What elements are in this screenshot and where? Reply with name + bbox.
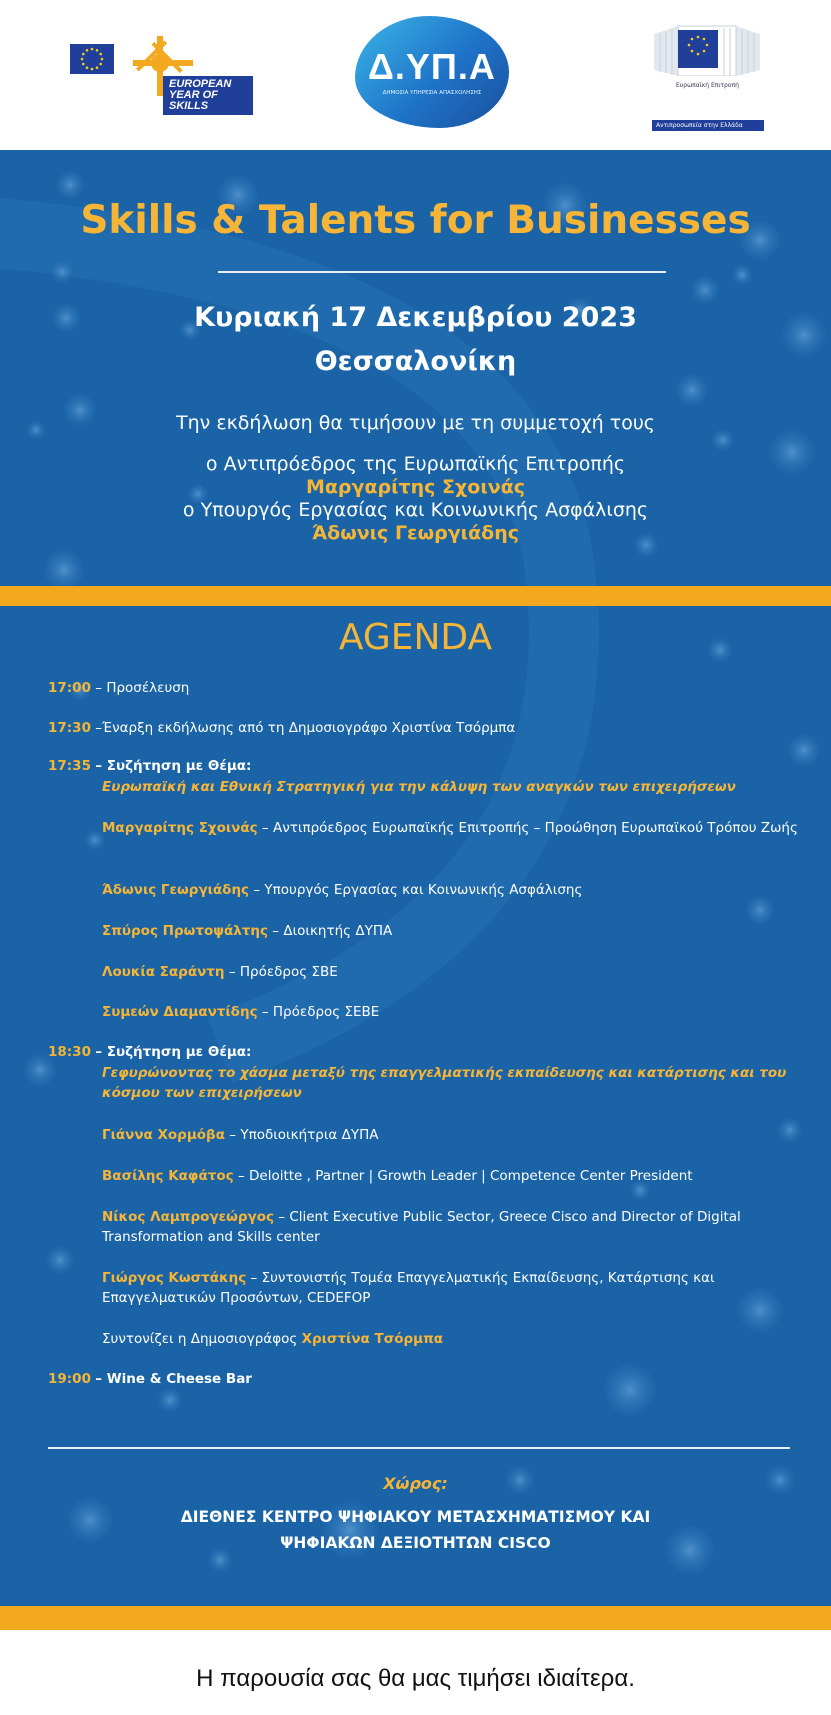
speaker-role: – Διοικητής ΔΥΠΑ <box>268 923 393 939</box>
event-date: Κυριακή 17 Δεκεμβρίου 2023 <box>194 302 637 333</box>
speaker-name: Γιώργος Κωστάκης <box>102 1270 247 1286</box>
logo-bar <box>0 0 831 150</box>
speaker-name: Μαργαρίτης Σχοινάς <box>102 820 258 836</box>
agenda-time: 19:00 <box>48 1371 91 1387</box>
speaker-item <box>102 1207 808 1247</box>
dypa-logo-name: Δ.ΥΠ.Α <box>368 46 496 87</box>
venue-divider <box>48 1447 790 1449</box>
speaker-name: Άδωνις Γεωργιάδης <box>102 882 250 898</box>
orange-band <box>0 586 831 606</box>
speaker-item <box>102 818 808 838</box>
event-title: Skills & Talents for Businesses <box>80 198 751 243</box>
speaker-role: – Αντιπρόεδρος Ευρωπαϊκής Επιτροπής – Προώθηση Ευρωπαϊκού Τρόπου Ζωής <box>257 820 798 836</box>
speaker-name: Βασίλης Καφάτος <box>102 1168 234 1184</box>
speaker-item <box>102 1268 808 1308</box>
moderator-prefix: Συντονίζει η Δημοσιογράφος <box>102 1331 302 1347</box>
agenda-text: – Wine & Cheese Bar <box>95 1371 252 1387</box>
speaker-role: – Συντονιστής Τομέα Επαγγελματικής Εκπαίδευσης, Κατάρτισης και Επαγγελματικών Προσόντων, CEDEFOP <box>102 1270 715 1306</box>
speaker-name: Νίκος Λαμπρογεώργος <box>102 1209 274 1225</box>
speaker-item <box>102 921 808 941</box>
speaker-role: – Υπουργός Εργασίας και Κοινωνικής Ασφάλισης <box>249 882 583 898</box>
intro-line: Την εκδήλωση θα τιμήσουν με τη συμμετοχή τους <box>176 412 655 434</box>
speaker-role: – Client Executive Public Sector, Greece Cisco and Director of Digital Transformation and Skills center <box>102 1209 741 1245</box>
speaker-item <box>102 1002 808 1022</box>
dypa-logo-subtitle: ΔΗΜΟΣΙΑ ΥΠΗΡΕΣΙΑ ΑΠΑΣΧΟΛΗΣΗΣ <box>382 90 482 96</box>
agenda-item <box>48 718 808 738</box>
speaker-name: Γιάννα Χορμόβα <box>102 1127 225 1143</box>
footer-caption: Η παρουσία σας θα μας τιμήσει ιδιαίτερα. <box>196 1665 635 1692</box>
intro-line: ο Υπουργός Εργασίας και Κοινωνικής Ασφάλισης <box>182 499 649 521</box>
speaker-role: – Πρόεδρος ΣΒΕ <box>224 964 338 980</box>
moderator-name: Χριστίνα Τσόρμπα <box>301 1331 444 1347</box>
agenda-time: 17:00 <box>48 680 91 696</box>
agenda-item <box>48 1042 808 1062</box>
panel-topic: Ευρωπαϊκή και Εθνική Στρατηγική για την κάλυψη των αναγκών των επιχειρήσεων <box>102 779 736 795</box>
venue-name: ΨΗΦΙΑΚΩΝ ΔΕΞΙΟΤΗΤΩΝ CISCO <box>280 1534 551 1552</box>
agenda-time: 17:35 <box>48 758 91 774</box>
moderator-item <box>102 1329 808 1349</box>
speaker-item <box>102 880 808 900</box>
event-city: Θεσσαλονίκη <box>314 346 517 377</box>
agenda-time: 17:30 <box>48 720 91 736</box>
intro-line: ο Αντιπρόεδρος της Ευρωπαϊκής Επιτροπής <box>205 453 626 475</box>
venue-label: Χώρος: <box>383 1474 448 1493</box>
agenda-time: 18:30 <box>48 1044 91 1060</box>
dypa-logo <box>355 16 509 128</box>
ec-building-icon <box>654 20 760 76</box>
eys-logo-text: EUROPEAN YEAR OF SKILLS <box>163 76 253 115</box>
speaker-item <box>102 1166 808 1186</box>
speaker-role: – Υποδιοικήτρια ΔΥΠΑ <box>225 1127 379 1143</box>
ec-logo-name: Ευρωπαϊκή Επιτροπή <box>676 82 739 89</box>
guest-name: Μαργαρίτης Σχοινάς <box>305 476 526 498</box>
agenda-text: – Συζήτηση με Θέμα: <box>95 1044 252 1060</box>
agenda-text: – Προσέλευση <box>95 680 190 696</box>
speaker-name: Συμεών Διαμαντίδης <box>102 1004 258 1020</box>
agenda-text: – Συζήτηση με Θέμα: <box>95 758 252 774</box>
guest-name: Άδωνις Γεωργιάδης <box>312 522 519 544</box>
agenda-item <box>48 756 808 776</box>
speaker-item <box>102 962 808 982</box>
european-year-of-skills-logo <box>133 36 253 122</box>
speaker-name: Λουκία Σαράντη <box>102 964 225 980</box>
eu-flag-icon <box>70 44 114 74</box>
venue-name: ΔΙΕΘΝΕΣ ΚΕΝΤΡΟ ΨΗΦΙΑΚΟΥ ΜΕΤΑΣΧΗΜΑΤΙΣΜΟΥ ΚΑΙ <box>180 1508 651 1526</box>
speaker-item <box>102 1125 808 1145</box>
agenda-text: –Έναρξη εκδήλωσης από τη Δημοσιογράφο Χριστίνα Τσόρμπα <box>95 720 516 736</box>
speaker-name: Σπύρος Πρωτοψάλτης <box>102 923 269 939</box>
event-poster <box>0 150 831 1630</box>
speaker-role: – Deloitte , Partner | Growth Leader | Competence Center President <box>233 1168 693 1184</box>
agenda-item <box>48 678 808 698</box>
agenda-item <box>48 1369 808 1389</box>
footer <box>0 1630 831 1715</box>
orange-band <box>0 1606 831 1630</box>
european-commission-logo <box>650 20 766 132</box>
speaker-role: – Πρόεδρος ΣΕΒΕ <box>257 1004 380 1020</box>
title-divider <box>218 271 666 273</box>
panel-topic: Γεφυρώνοντας το χάσμα μεταξύ της επαγγελματικής εκπαίδευσης και κατάρτισης και του κόσμου των επιχειρήσεων <box>102 1065 787 1101</box>
agenda-heading: AGENDA <box>338 617 493 658</box>
ec-representation-label: Αντιπροσωπεία στην Ελλάδα <box>652 120 764 131</box>
